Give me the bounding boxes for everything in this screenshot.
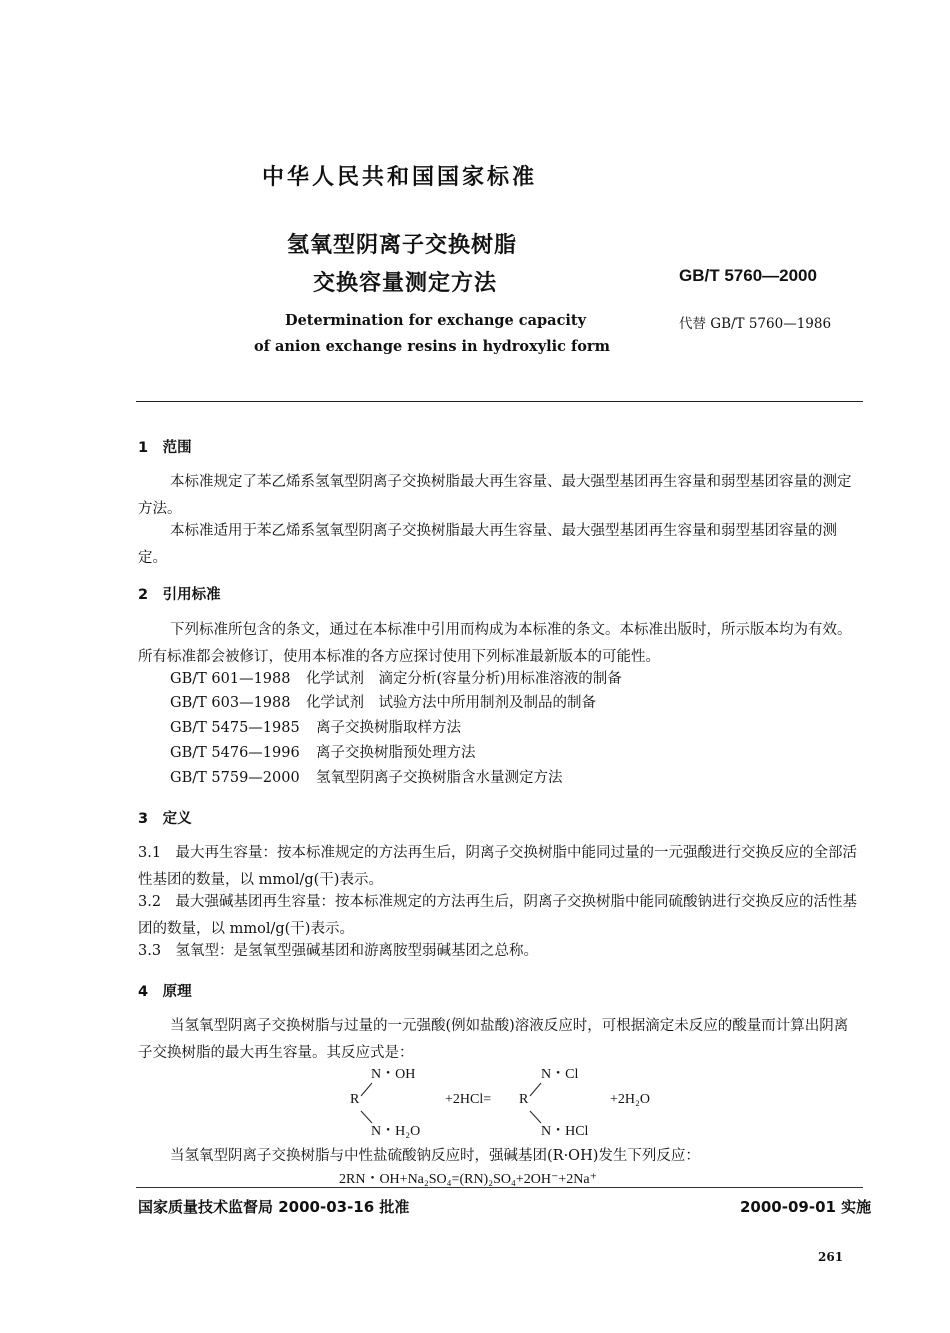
eq1-right-r: R bbox=[519, 1092, 529, 1107]
eq1-left-r: R bbox=[350, 1092, 360, 1107]
ref-code: GB/T 5475—1985 bbox=[170, 720, 300, 736]
section4-para1: 当氢氧型阴离子交换树脂与过量的一元强酸(例如盐酸)溶液反应时，可根据滴定未反应的酸量而计算出阴离子交换树脂的最大再生容量。其反应式是： bbox=[138, 1018, 849, 1061]
en-title-line2: of anion exchange resins in hydroxylic form bbox=[254, 338, 610, 355]
ref-title: 氢氧型阴离子交换树脂含水量测定方法 bbox=[316, 770, 563, 786]
ref-title: 离子交换树脂预处理方法 bbox=[316, 745, 476, 761]
definition-3-1: 3.1 最大再生容量：按本标准规定的方法再生后，阴离子交换树脂中能同过量的一元强酸进行交换反应的全部活性基团的数量，以 mmol/g(干)表示。 bbox=[138, 845, 858, 888]
ref-code: GB/T 5759—2000 bbox=[170, 770, 300, 786]
replaces-note: 代替 GB/T 5760—1986 bbox=[679, 316, 832, 332]
section1-heading: 1 范围 bbox=[138, 440, 192, 456]
definition-3-2: 3.2 最大强碱基团再生容量：按本标准规定的方法再生后，阴离子交换树脂中能同硫酸钠进行交换反应的活性基团的数量，以 mmol/g(干)表示。 bbox=[138, 894, 858, 937]
eq1-left-bottom: N・H₂O bbox=[371, 1124, 421, 1139]
en-title-line1: Determination for exchange capacity bbox=[285, 312, 587, 329]
eq1-right-top: N・Cl bbox=[541, 1067, 579, 1082]
section4-para2: 当氢氧型阴离子交换树脂与中性盐硫酸钠反应时，强碱基团(R·OH)发生下列反应： bbox=[170, 1148, 700, 1164]
ref-code: GB/T 603—1988 bbox=[170, 695, 291, 711]
bond-line bbox=[361, 1083, 372, 1096]
std-number: GB/T 5760—2000 bbox=[679, 266, 817, 285]
doc-title-line2: 交换容量测定方法 bbox=[313, 271, 498, 296]
org-title: 中华人民共和国国家标准 bbox=[262, 165, 538, 190]
footer-divider bbox=[136, 1187, 863, 1188]
implementation-line: 2000-09-01 实施 bbox=[740, 1198, 872, 1216]
eq1-plus-h2o: +2H₂O bbox=[610, 1092, 650, 1107]
ref-title: 离子交换树脂取样方法 bbox=[316, 720, 461, 736]
ref-code: GB/T 5476—1996 bbox=[170, 745, 300, 761]
section2-heading: 2 引用标准 bbox=[138, 587, 221, 603]
bond-line bbox=[530, 1083, 541, 1096]
section3-heading: 3 定义 bbox=[138, 811, 192, 827]
approval-line: 国家质量技术监督局 2000-03-16 批准 bbox=[138, 1198, 410, 1216]
ref-code: GB/T 601—1988 bbox=[170, 671, 291, 687]
ref-title: 化学试剂 试验方法中所用制剂及制品的制备 bbox=[306, 695, 596, 711]
doc-title-line1: 氢氧型阴离子交换树脂 bbox=[287, 233, 518, 258]
equation2: 2RN・OH+Na₂SO₄=(RN)₂SO₄+2OH⁻+2Na⁺ bbox=[339, 1172, 597, 1187]
bond-line bbox=[361, 1111, 372, 1123]
section1-para1: 本标准规定了苯乙烯系氢氧型阴离子交换树脂最大再生容量、最大强型基团再生容量和弱型基团容量的测定方法。 bbox=[138, 474, 852, 517]
section2-para: 下列标准所包含的条文，通过在本标准中引用而构成为本标准的条文。本标准出版时，所示版本均为有效。所有标准都会被修订，使用本标准的各方应探讨使用下列标准最新版本的可能性。 bbox=[138, 622, 852, 665]
bond-line bbox=[530, 1111, 541, 1123]
definition-3-3: 3.3 氢氧型：是氢氧型强碱基团和游离胺型弱碱基团之总称。 bbox=[138, 943, 539, 959]
ref-title: 化学试剂 滴定分析(容量分析)用标准溶液的制备 bbox=[306, 671, 622, 687]
section4-heading: 4 原理 bbox=[138, 984, 192, 1000]
eq1-right-bottom: N・HCl bbox=[541, 1124, 589, 1139]
eq1-plus-hcl: +2HCl= bbox=[445, 1092, 492, 1107]
page-number: 261 bbox=[818, 1250, 844, 1264]
eq1-left-top: N・OH bbox=[371, 1067, 416, 1082]
section1-para2: 本标准适用于苯乙烯系氢氧型阴离子交换树脂最大再生容量、最大强型基团再生容量和弱型基团容量的测定。 bbox=[138, 523, 837, 566]
